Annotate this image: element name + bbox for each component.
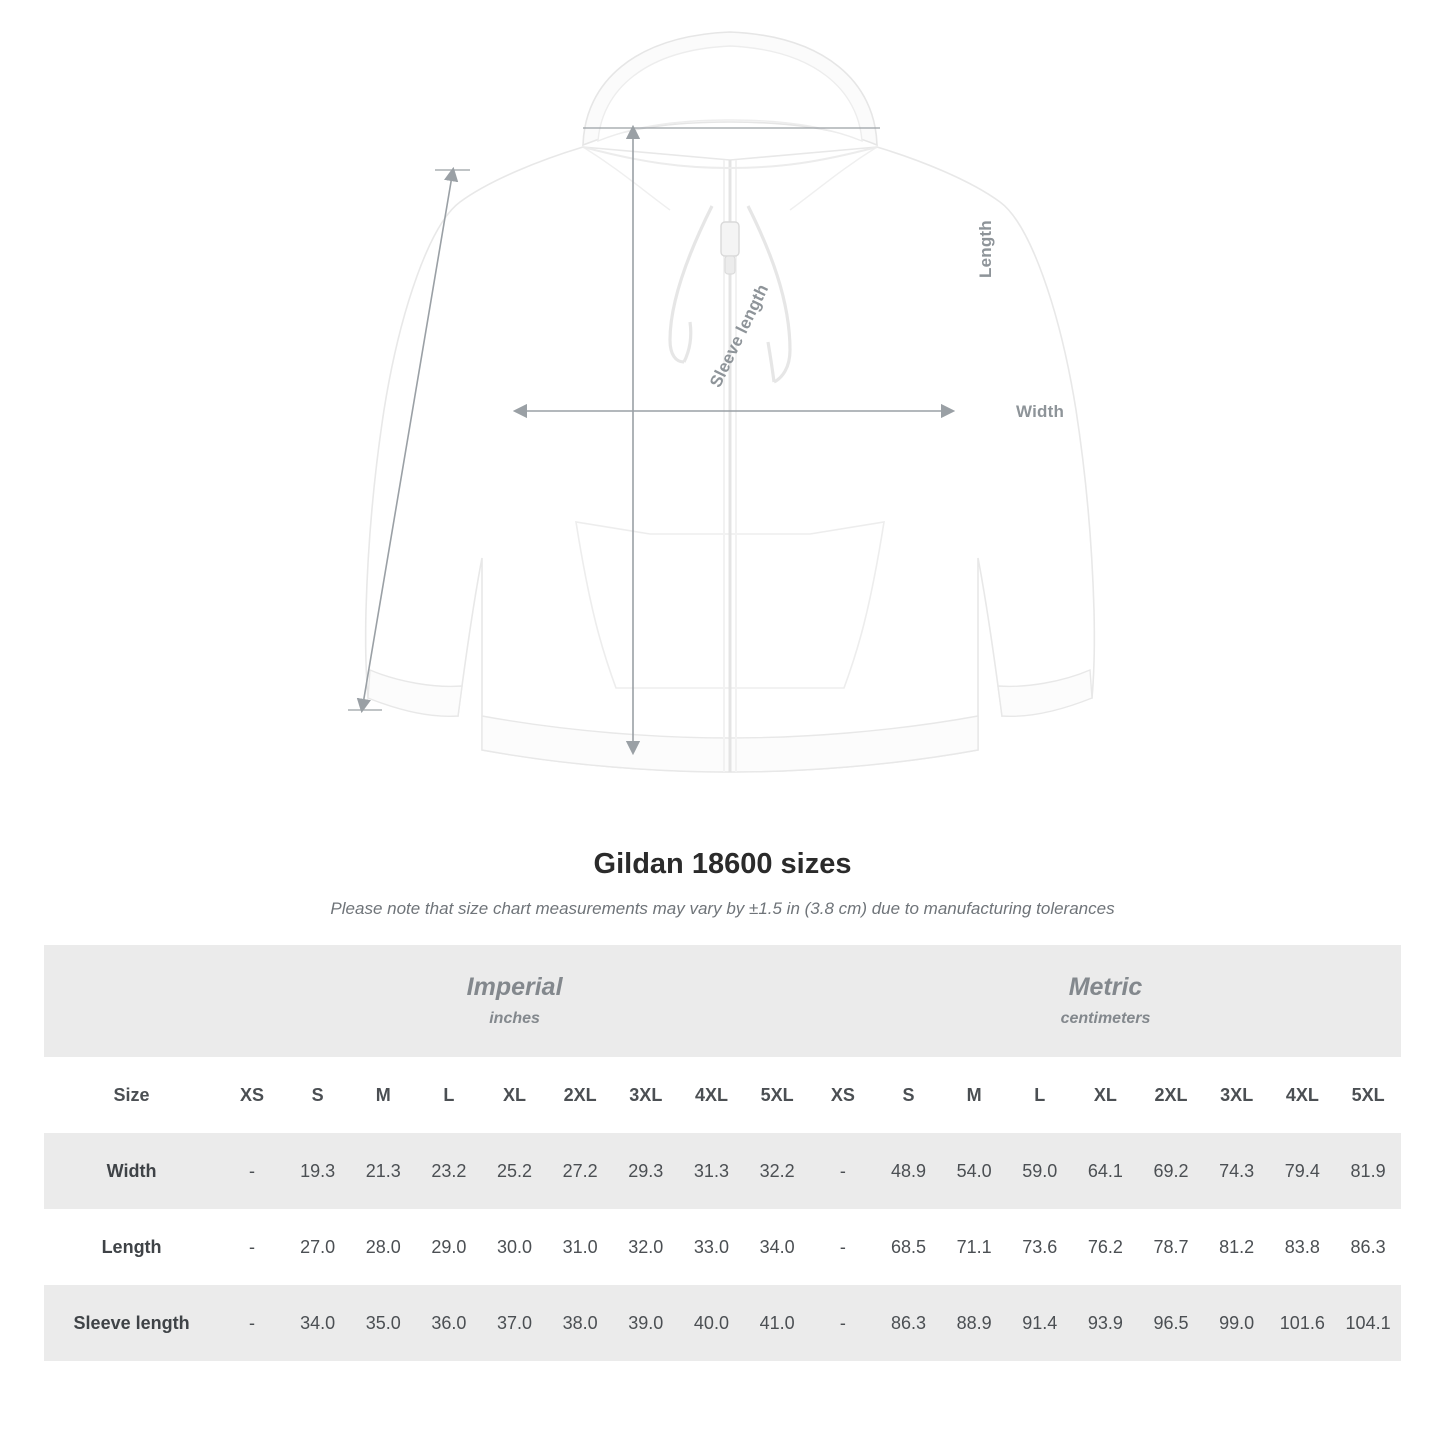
size-header-metric-4xl: 4XL — [1270, 1057, 1336, 1133]
size-header-metric-3xl: 3XL — [1204, 1057, 1270, 1133]
cell-sleeve-imperial-4xl: 40.0 — [679, 1285, 745, 1361]
page-title: Gildan 18600 sizes — [593, 848, 852, 880]
cell-width-imperial-3xl: 29.3 — [613, 1133, 679, 1209]
cell-sleeve-imperial-m: 35.0 — [350, 1285, 416, 1361]
size-header-imperial-s: S — [285, 1057, 351, 1133]
size-header-imperial-2xl: 2XL — [547, 1057, 613, 1133]
unit-imperial-name: Imperial — [466, 972, 563, 1001]
cell-width-imperial-xs: - — [219, 1133, 285, 1209]
cell-length-imperial-l: 29.0 — [416, 1209, 482, 1285]
unit-header-row — [44, 945, 1401, 1057]
size-header-imperial-xl: XL — [482, 1057, 548, 1133]
unit-header-imperial — [219, 945, 810, 1057]
cell-length-metric-2xl: 78.7 — [1138, 1209, 1204, 1285]
unit-header-metric — [810, 945, 1401, 1057]
cell-sleeve-imperial-3xl: 39.0 — [613, 1285, 679, 1361]
cell-sleeve-metric-3xl: 99.0 — [1204, 1285, 1270, 1361]
size-header-row — [44, 1057, 1401, 1133]
cell-width-imperial-xl: 25.2 — [482, 1133, 548, 1209]
cell-sleeve-imperial-2xl: 38.0 — [547, 1285, 613, 1361]
cell-width-metric-5xl: 81.9 — [1335, 1133, 1401, 1209]
cell-sleeve-imperial-l: 36.0 — [416, 1285, 482, 1361]
row-label-length: Length — [44, 1209, 219, 1285]
size-header-metric-xl: XL — [1073, 1057, 1139, 1133]
size-chart-table — [44, 945, 1401, 1361]
size-header-imperial-xs: XS — [219, 1057, 285, 1133]
cell-width-imperial-5xl: 32.2 — [744, 1133, 810, 1209]
cell-width-metric-xl: 64.1 — [1073, 1133, 1139, 1209]
label-width: Width — [1016, 402, 1065, 421]
cell-width-imperial-s: 19.3 — [285, 1133, 351, 1209]
size-header-label: Size — [44, 1057, 219, 1133]
cell-sleeve-imperial-xl: 37.0 — [482, 1285, 548, 1361]
unit-metric-name: Metric — [1068, 972, 1143, 1001]
size-header-metric-l: L — [1007, 1057, 1073, 1133]
cell-sleeve-metric-xl: 93.9 — [1073, 1285, 1139, 1361]
cell-width-metric-2xl: 69.2 — [1138, 1133, 1204, 1209]
cell-length-imperial-xs: - — [219, 1209, 285, 1285]
cell-sleeve-metric-xs: - — [810, 1285, 876, 1361]
cell-length-imperial-2xl: 31.0 — [547, 1209, 613, 1285]
cell-sleeve-imperial-s: 34.0 — [285, 1285, 351, 1361]
size-header-imperial-l: L — [416, 1057, 482, 1133]
cell-sleeve-metric-4xl: 101.6 — [1270, 1285, 1336, 1361]
cell-length-imperial-4xl: 33.0 — [679, 1209, 745, 1285]
cell-width-metric-xs: - — [810, 1133, 876, 1209]
cell-length-metric-4xl: 83.8 — [1270, 1209, 1336, 1285]
cell-sleeve-imperial-xs: - — [219, 1285, 285, 1361]
size-header-imperial-3xl: 3XL — [613, 1057, 679, 1133]
cell-width-metric-3xl: 74.3 — [1204, 1133, 1270, 1209]
cell-width-metric-4xl: 79.4 — [1270, 1133, 1336, 1209]
table-row — [44, 1209, 1401, 1285]
title-block — [0, 848, 1445, 919]
cell-width-imperial-m: 21.3 — [350, 1133, 416, 1209]
unit-metric-sub: centimeters — [1060, 1010, 1151, 1028]
size-header-metric-s: S — [876, 1057, 942, 1133]
cell-sleeve-metric-m: 88.9 — [941, 1285, 1007, 1361]
table-row — [44, 1285, 1401, 1361]
cell-sleeve-metric-5xl: 104.1 — [1335, 1285, 1401, 1361]
cell-length-imperial-m: 28.0 — [350, 1209, 416, 1285]
size-header-metric-2xl: 2XL — [1138, 1057, 1204, 1133]
cell-width-imperial-l: 23.2 — [416, 1133, 482, 1209]
cell-length-imperial-xl: 30.0 — [482, 1209, 548, 1285]
label-length: Length — [976, 220, 995, 278]
size-header-metric-xs: XS — [810, 1057, 876, 1133]
cell-length-metric-5xl: 86.3 — [1335, 1209, 1401, 1285]
cell-width-metric-s: 48.9 — [876, 1133, 942, 1209]
unit-header-spacer — [44, 945, 219, 1057]
cell-length-metric-s: 68.5 — [876, 1209, 942, 1285]
label-sleeve-length: Sleeve length — [706, 281, 773, 391]
garment-figure — [340, 10, 1120, 800]
cell-sleeve-metric-2xl: 96.5 — [1138, 1285, 1204, 1361]
cell-length-metric-m: 71.1 — [941, 1209, 1007, 1285]
cell-sleeve-metric-l: 91.4 — [1007, 1285, 1073, 1361]
cell-sleeve-metric-s: 86.3 — [876, 1285, 942, 1361]
cell-length-metric-xl: 76.2 — [1073, 1209, 1139, 1285]
cell-width-imperial-2xl: 27.2 — [547, 1133, 613, 1209]
row-label-width: Width — [44, 1133, 219, 1209]
tolerance-note: Please note that size chart measurements may vary by ±1.5 in (3.8 cm) due to manufacturing tolerances — [330, 899, 1115, 918]
size-header-imperial-m: M — [350, 1057, 416, 1133]
hoodie-drawing — [340, 10, 1120, 800]
cell-length-imperial-s: 27.0 — [285, 1209, 351, 1285]
table-row — [44, 1133, 1401, 1209]
cell-sleeve-imperial-5xl: 41.0 — [744, 1285, 810, 1361]
size-header-metric-m: M — [941, 1057, 1007, 1133]
size-header-imperial-5xl: 5XL — [744, 1057, 810, 1133]
size-header-metric-5xl: 5XL — [1335, 1057, 1401, 1133]
cell-length-imperial-5xl: 34.0 — [744, 1209, 810, 1285]
cell-length-metric-xs: - — [810, 1209, 876, 1285]
size-header-imperial-4xl: 4XL — [679, 1057, 745, 1133]
cell-width-imperial-4xl: 31.3 — [679, 1133, 745, 1209]
cell-width-metric-l: 59.0 — [1007, 1133, 1073, 1209]
size-table-wrap — [44, 945, 1401, 1361]
cell-length-imperial-3xl: 32.0 — [613, 1209, 679, 1285]
row-label-sleeve-length: Sleeve length — [44, 1285, 219, 1361]
cell-length-metric-3xl: 81.2 — [1204, 1209, 1270, 1285]
unit-imperial-sub: inches — [489, 1010, 540, 1028]
cell-length-metric-l: 73.6 — [1007, 1209, 1073, 1285]
cell-width-metric-m: 54.0 — [941, 1133, 1007, 1209]
